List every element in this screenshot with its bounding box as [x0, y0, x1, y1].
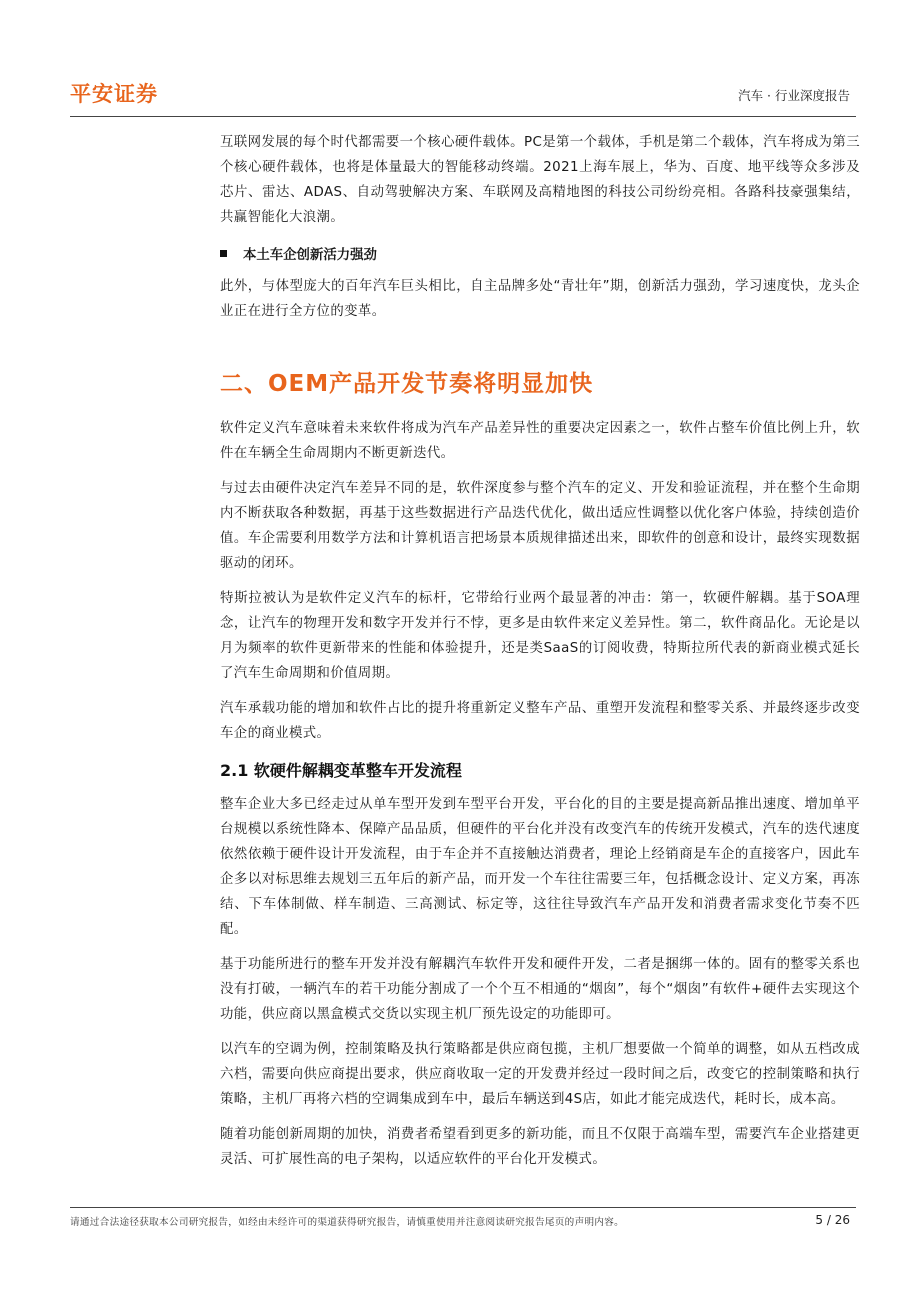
section-title: 二、OEM产品开发节奏将明显加快 — [220, 371, 594, 397]
page-header — [70, 68, 856, 117]
disclaimer-text: 请通过合法途径获取本公司研究报告，如经由未经许可的渠道获得研究报告，请慎重使用并注意阅读研究报告尾页的声明内容。 — [70, 1217, 625, 1228]
bullet-heading-text: 本土车企创新活力强劲 — [243, 247, 377, 263]
square-bullet-icon — [220, 250, 227, 257]
bullet-paragraph: 此外，与体型庞大的百年汽车巨头相比，自主品牌多处“青壮年”期，创新活力强劲，学习速度快，龙头企业正在进行全方位的变革。 — [220, 279, 860, 319]
section-paragraph: 软件定义汽车意味着未来软件将成为汽车产品差异性的重要决定因素之一，软件占整车价值比例上升，软件在车辆全生命周期内不断更新迭代。 — [220, 421, 860, 461]
page-number: 5 / 26 — [815, 1213, 850, 1227]
page-footer — [70, 1207, 856, 1228]
intro-paragraph: 互联网发展的每个时代都需要一个核心硬件载体。PC是第一个载体，手机是第二个载体，汽车将成为第三个核心硬件载体，也将是体量最大的智能移动终端。2021上海车展上，华为、百度、地平线等众多涉及芯片、雷达、ADAS、自动驾驶解决方案、车联网及高精地图的科技公司纷纷亮相。各路科技豪强集结，共赢智能化大浪潮。 — [220, 135, 860, 225]
subsection-paragraph: 随着功能创新周期的加快，消费者希望看到更多的新功能，而且不仅限于高端车型，需要汽车企业搭建更灵活、可扩展性高的电子架构，以适应软件的平台化开发模式。 — [220, 1127, 860, 1167]
subsection-paragraph: 以汽车的空调为例，控制策略及执行策略都是供应商包揽，主机厂想要做一个简单的调整，如从五档改成六档，需要向供应商提出要求，供应商收取一定的开发费并经过一段时间之后，改变它的控制策略和执行策略，主机厂再将六档的空调集成到车中，最后车辆送到4S店，如此才能完成迭代，耗时长，成本高。 — [220, 1042, 860, 1107]
report-body — [220, 130, 860, 1182]
company-logo: 平安证券 — [70, 82, 158, 106]
report-type-label: 汽车 · 行业深度报告 — [738, 88, 850, 103]
subsection-paragraph: 基于功能所进行的整车开发并没有解耦汽车软件开发和硬件开发，二者是捆绑一体的。固有的整零关系也没有打破，一辆汽车的若干功能分割成了一个个互不相通的“烟囱”，每个“烟囱”有软件+硬件去实现这个功能，供应商以黑盒模式交货以实现主机厂预先设定的功能即可。 — [220, 957, 860, 1022]
section-paragraph: 汽车承载功能的增加和软件占比的提升将重新定义整车产品、重塑开发流程和整零关系、并最终逐步改变车企的商业模式。 — [220, 701, 860, 741]
section-paragraph: 与过去由硬件决定汽车差异不同的是，软件深度参与整个汽车的定义、开发和验证流程，并在整个生命期内不断获取各种数据，再基于这些数据进行产品迭代优化，做出适应性调整以优化客户体验，持续创造价值。车企需要利用数学方法和计算机语言把场景本质规律描述出来，即软件的创意和设计，最终实现数据驱动的闭环。 — [220, 481, 860, 571]
subsection-paragraph: 整车企业大多已经走过从单车型开发到车型平台开发，平台化的目的主要是提高新品推出速度、增加单平台规模以系统性降本、保障产品品质，但硬件的平台化并没有改变汽车的传统开发模式，汽车的迭代速度依然依赖于硬件设计开发流程，由于车企并不直接触达消费者，理论上经销商是车企的直接客户，因此车企多以对标思维去规划三五年后的新产品，而开发一个车往往需要三年，包括概念设计、定义方案，再冻结、下车体制做、样车制造、三高测试、标定等，这往往导致汽车产品开发和消费者需求变化节奏不匹配。 — [220, 797, 860, 937]
bullet-heading — [220, 240, 860, 266]
subsection-title: 2.1 软硬件解耦变革整车开发流程 — [220, 761, 462, 780]
section-paragraph: 特斯拉被认为是软件定义汽车的标杆，它带给行业两个最显著的冲击：第一，软硬件解耦。基于SOA理念，让汽车的物理开发和数字开发并行不悖，更多是由软件来定义差异性。第二，软件商品化。无论是以月为频率的软件更新带来的性能和体验提升，还是类SaaS的订阅收费，特斯拉所代表的新商业模式延长了汽车生命周期和价值周期。 — [220, 591, 860, 681]
